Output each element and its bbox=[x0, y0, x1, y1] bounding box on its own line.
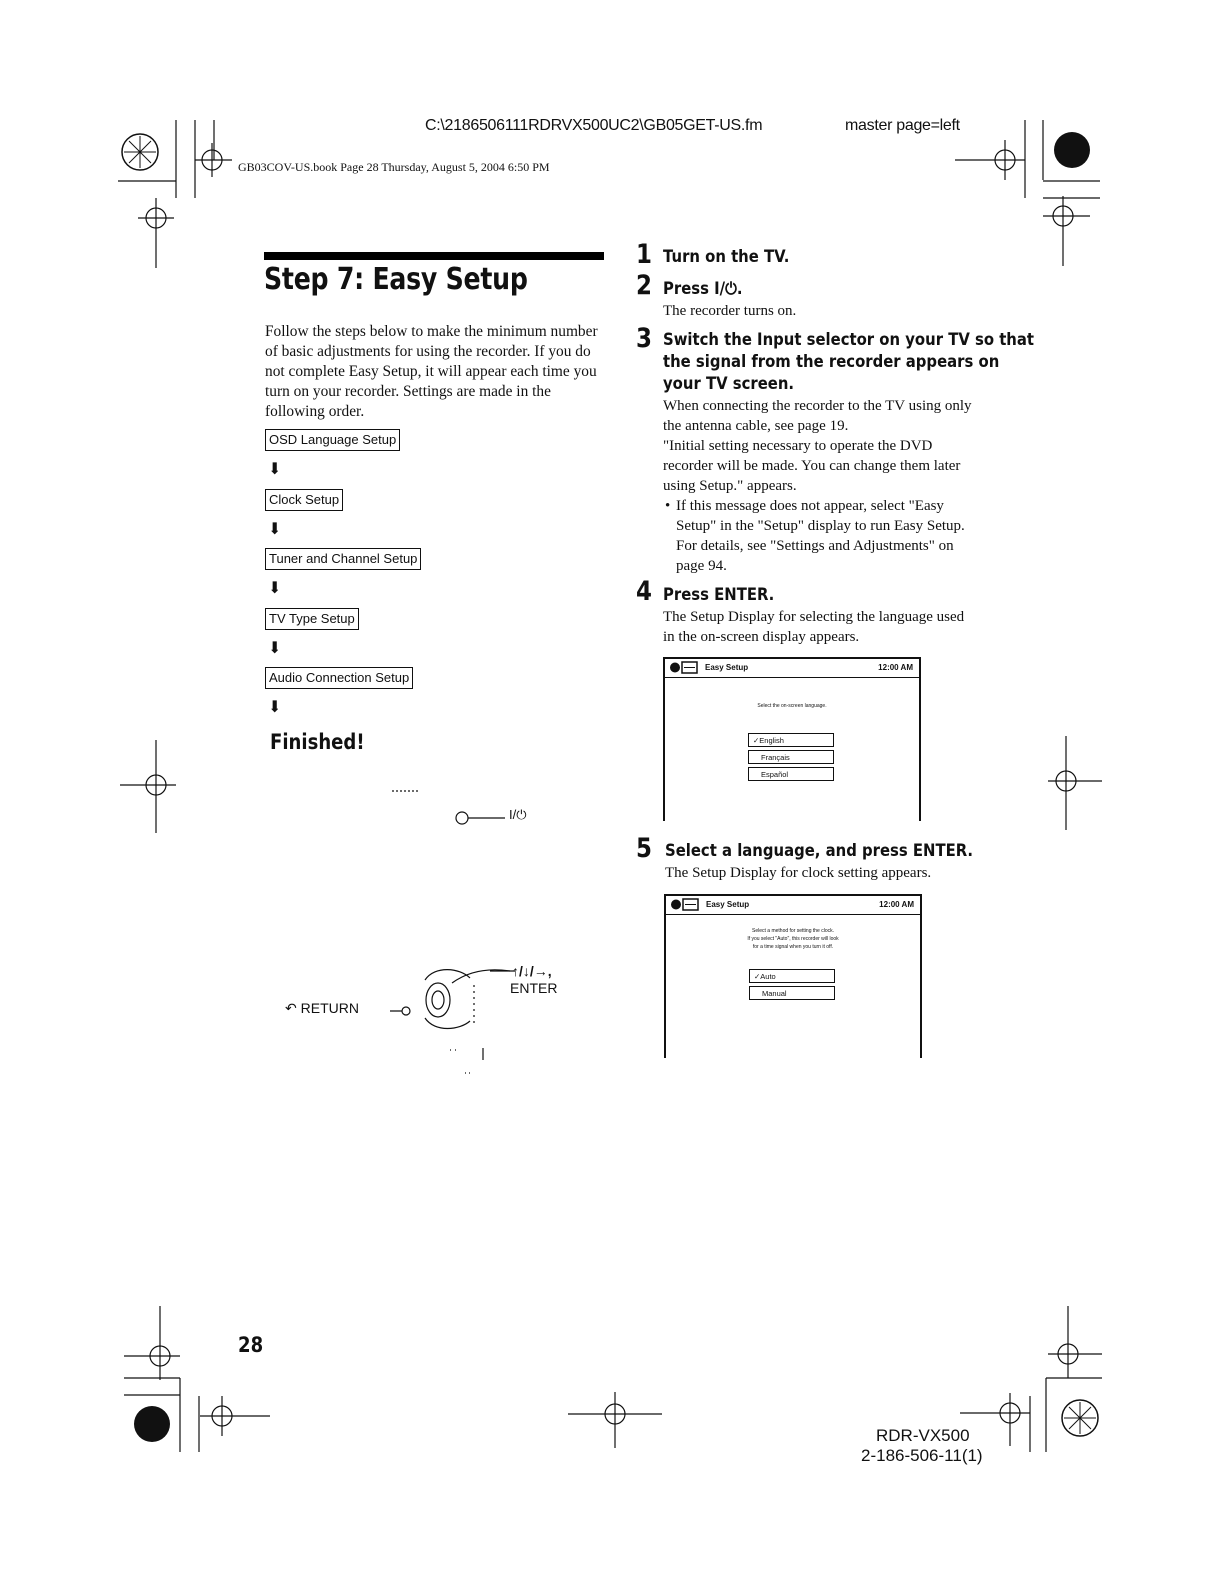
step-number: 4 bbox=[636, 576, 652, 607]
step-heading-line: Switch the Input selector on your TV so that bbox=[663, 330, 1034, 349]
remote-power-label: I/⏻ bbox=[509, 807, 527, 822]
page-title: Step 7: Easy Setup bbox=[264, 262, 528, 297]
screen-time: 12:00 AM bbox=[879, 900, 914, 909]
step-heading-line: the signal from the recorder appears on bbox=[663, 352, 1000, 371]
screen-title: Easy Setup bbox=[705, 663, 749, 672]
option-english[interactable]: ✓English bbox=[748, 733, 834, 747]
step-heading-line: your TV screen. bbox=[663, 374, 795, 393]
remote-illustration bbox=[390, 785, 590, 1085]
step-number: 3 bbox=[636, 323, 652, 354]
option-francais[interactable]: Français bbox=[748, 750, 834, 764]
title-rule bbox=[264, 252, 604, 260]
screen-title: Easy Setup bbox=[706, 900, 750, 909]
remote-return-label: ↶ RETURN bbox=[285, 1000, 359, 1016]
step-heading: Press ENTER. bbox=[663, 585, 775, 604]
model-number: RDR-VX500 bbox=[876, 1426, 970, 1445]
bullet-icon: • bbox=[665, 498, 671, 514]
screen-time: 12:00 AM bbox=[878, 663, 913, 672]
flow-step-tuner-channel: Tuner and Channel Setup bbox=[265, 548, 421, 570]
step-number: 2 bbox=[636, 270, 652, 301]
screen-message-line: If you select "Auto", this recorder will look bbox=[747, 936, 839, 942]
step-body: "Initial setting necessary to operate the DVD recorder will be made. You can change them later using Setup." appears. bbox=[663, 438, 961, 494]
header-file-path: C:\2186506111RDRVX500UC2\GB05GET-US.fm bbox=[425, 117, 763, 134]
step-body: When connecting the recorder to the TV using only the antenna cable, see page 19. bbox=[663, 398, 972, 434]
option-auto[interactable]: ✓Auto bbox=[749, 969, 835, 983]
screen-message-line: for a time signal when you turn it off. bbox=[752, 944, 834, 950]
dvd-icon bbox=[670, 898, 700, 913]
flow-step-osd-language: OSD Language Setup bbox=[265, 429, 400, 451]
remote-enter-label: ENTER bbox=[510, 980, 558, 996]
setup-screen-language bbox=[663, 657, 921, 821]
screen-message: Select the on-screen language. bbox=[757, 703, 827, 709]
option-espanol[interactable]: Español bbox=[748, 767, 834, 781]
flow-arrow-icon: ⬇ bbox=[268, 580, 282, 597]
step-body: The Setup Display for selecting the language used in the on-screen display appears. bbox=[663, 609, 965, 645]
step-body: The recorder turns on. bbox=[663, 303, 797, 319]
flow-arrow-icon: ⬇ bbox=[268, 640, 282, 657]
step-heading: Press I/⏻. bbox=[663, 279, 743, 298]
dvd-icon bbox=[669, 661, 699, 676]
setup-screen-clock bbox=[664, 894, 922, 1058]
step-heading: Turn on the TV. bbox=[663, 247, 790, 266]
step-heading: Select a language, and press ENTER. bbox=[665, 841, 974, 860]
option-manual[interactable]: Manual bbox=[749, 986, 835, 1000]
flow-arrow-icon: ⬇ bbox=[268, 521, 282, 538]
flow-step-audio-connection: Audio Connection Setup bbox=[265, 667, 413, 689]
header-book-info: GB03COV-US.book Page 28 Thursday, August 5, 2004 6:50 PM bbox=[238, 160, 550, 174]
flow-arrow-icon: ⬇ bbox=[268, 461, 282, 478]
flow-step-tv-type: TV Type Setup bbox=[265, 608, 359, 630]
step-number: 1 bbox=[636, 239, 652, 270]
flow-arrow-icon: ⬇ bbox=[268, 699, 282, 716]
step-bullet: If this message does not appear, select "Easy Setup" in the "Setup" display to run Easy Setup. For details, see "Settings and Adjustments" on page 94. bbox=[676, 498, 965, 574]
header-master-page: master page=left bbox=[845, 117, 960, 134]
intro-text: Follow the steps below to make the minimum number of basic adjustments for using the recorder. If you do not complete Easy Setup, it will appear each time you turn on your recorder. Settings are made in the following order. bbox=[265, 323, 598, 420]
screen-message-line: Select a method for setting the clock. bbox=[752, 928, 834, 934]
remote-arrows-label: ↑/↓/→, bbox=[512, 963, 552, 979]
step-number: 5 bbox=[636, 833, 652, 864]
step-body: The Setup Display for clock setting appears. bbox=[665, 865, 932, 881]
page-number: 28 bbox=[238, 1333, 264, 1357]
flow-step-clock: Clock Setup bbox=[265, 489, 343, 511]
part-number: 2-186-506-11(1) bbox=[861, 1446, 983, 1465]
finished-label: Finished! bbox=[270, 730, 365, 754]
